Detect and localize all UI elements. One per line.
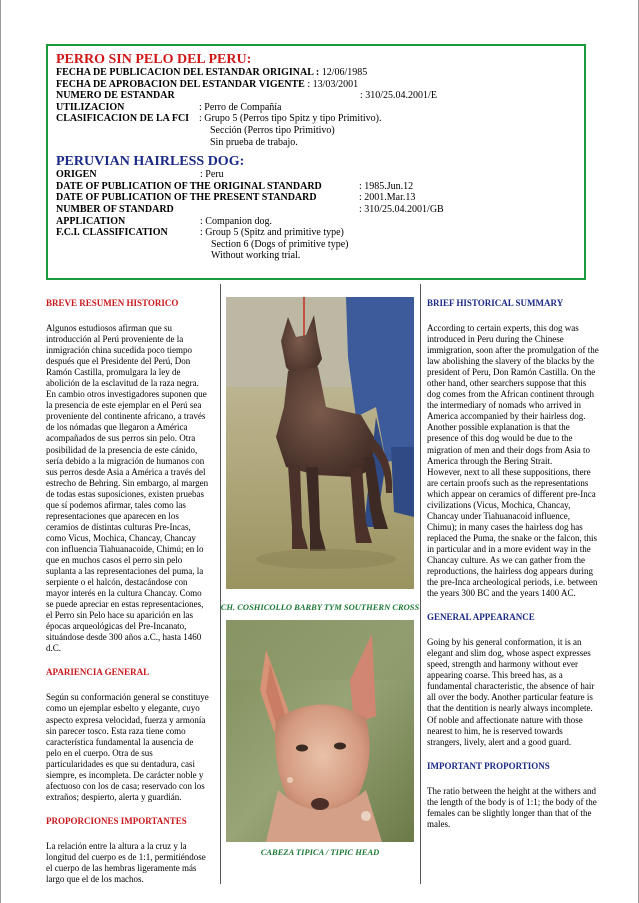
spanish-row-approval-date (56, 79, 575, 91)
english-row-origin (56, 169, 575, 181)
row-label: NUMERO DE ESTANDAR (56, 90, 175, 102)
standing-dog-caption: CH. COSHICOLLO BARBY TYM SOUTHERN CROSS (220, 602, 420, 612)
column-divider-right (420, 284, 421, 884)
class-extra-text: Without working trial. (211, 250, 301, 262)
row-label: ORIGEN (56, 169, 97, 181)
row-label: FECHA DE PUBLICACION DEL ESTANDAR ORIGINAL : (56, 67, 320, 78)
spanish-info-rows (56, 67, 575, 148)
english-history-text-2: However, next to all these suppositions, there are certain proofs such as the representations which appear on ceramics of different pre-Inca civilizations (Vicus, Mochica, Chancay, Chancay under Tiahuanacoid influence, Chimu); in many cases the hairless dog has replaced the Puma, the snake or the falcon, this in particular and in a more evident way in the Chancay culture. As we can gather from the reproductions, the hairless dog appears during the pre-Inca archeological periods, i.e. between the years 300 BC and the years 1400 AC. (427, 466, 598, 599)
dog-head-photo (226, 620, 414, 842)
class-extra-text: Sección (Perros tipo Primitivo) (210, 124, 335, 136)
standing-dog-photo (226, 297, 414, 589)
english-row-application (56, 216, 575, 228)
spanish-appearance-text: Según su conformación general se constituye como un ejemplar esbelto y elegante, cuyo aspecto expresa velocidad, fuerza y armonía sin parecer tosco. Esta raza tiene como característica fundamental la ausencia de pelo en el cuerpo. Otra de sus particularidades es que su dentadura, casi siempre, es incompleta. De carácter noble y afectuoso con los de casa; reservado con los extraños; despierto, alerta y guardián. (46, 692, 209, 802)
column-divider-left (220, 284, 221, 884)
dog-head-caption: CABEZA TIPICA / TIPIC HEAD (260, 847, 380, 857)
spanish-proportions-heading: PROPORCIONES IMPORTANTES (46, 815, 187, 826)
spanish-text-column (46, 298, 210, 885)
row-label: UTILIZACION (56, 101, 125, 113)
english-row-present-date (56, 192, 575, 204)
spanish-row-utilization (56, 102, 575, 114)
english-proportions-text: The ratio between the height at the withers and the length of the body is of 1:1; the body of the females can be slightly longer than that of the males. (427, 785, 597, 829)
row-label: APPLICATION (56, 215, 126, 227)
english-class-extra-1 (56, 239, 575, 251)
row-value: : 310/25.04.2001/E (360, 90, 437, 102)
english-history-text: According to certain experts, this dog was introduced in Peru during the Chinese immigration, soon after the promulgation of the law abolishing the slavery of the blacks by the president of Peru, Don Ramón Castilla. On the other hand, other searchers suppose that this dog comes from the African continent through the intermediary of nomads who arrived in America accompanied by their hairless dog. Another possible explanation is that the presence of this dog would be due to the migration of men and their dogs from Asia to America through the Bering Strait. (427, 323, 599, 466)
spanish-title: PERRO SIN PELO DEL PERU: (56, 52, 252, 67)
spanish-row-standard-number (56, 90, 575, 102)
class-extra-text: Sin prueba de trabajo. (210, 136, 298, 148)
english-proportions-heading: IMPORTANT PROPORTIONS (427, 760, 550, 771)
spanish-class-extra-2 (56, 137, 575, 149)
english-info-rows (56, 169, 575, 262)
english-row-original-date (56, 181, 575, 193)
english-title: PERUVIAN HAIRLESS DOG: (56, 154, 245, 170)
row-label: F.C.I. CLASSIFICATION (56, 227, 168, 239)
standard-header-box (46, 44, 586, 280)
row-value: : 2001.Mar.13 (359, 192, 416, 204)
row-label: NUMBER OF STANDARD (56, 203, 174, 215)
english-text-column (427, 298, 599, 830)
english-history-heading: BRIEF HISTORICAL SUMMARY (427, 298, 564, 308)
spanish-row-original-date (56, 67, 575, 79)
row-value: : Grupo 5 (Perros tipo Spitz y tipo Primitivo). (199, 113, 382, 125)
row-value: : Companion dog. (200, 215, 272, 227)
spanish-class-extra-1 (56, 125, 575, 137)
row-value: : Peru (200, 169, 224, 181)
spanish-row-fci-class (56, 113, 575, 125)
spanish-history-text: Algunos estudiosos afirman que su introducción al Perú proveniente de la inmigración china sucedida poco tiempo después que el Presidente del Perú, Don Ramón Castilla, promulgara la ley de abolición de la esclavitud de la raza negra. En cambio otros investigadores suponen que la presencia de este ejemplar en el Perú sea proveniente del continente africano, a través de los nómadas que llegaron a América acompañados de sus perros sin pelo. Otra posibilidad de la presencia de este cánido, sería debido a la migración de humanos con sus perros desde Asia a América a través del estrecho de Behring. Sin embargo, al margen de todas estas suposiciones, existen pruebas que sí podemos afirmar, tales como las representaciones que aparecen en los ceramios de distintas culturas Pre-Incas, como Vicus, Mochica, Chancay, Chancay con influencia Tiahuanacoide, Chimú; en lo que en muchos casos el perro sin pelo suplanta a las representaciones del puma, la serpiente o el halcón, destacándose con mayor interés en la cultura Chancay. Como se puede apreciar en estas representaciones, el Perro sin Pelo hace su aparición en las épocas arqueológicas del Pre-Incanato, situándose desde 300 años a.C., hasta 1460 d.C. (46, 323, 209, 654)
spanish-history-heading: BREVE RESUMEN HISTORICO (46, 298, 179, 308)
row-value: : Perro de Compañía (199, 101, 282, 113)
spanish-appearance-heading: APARIENCIA GENERAL (46, 667, 150, 678)
class-extra-text: Section 6 (Dogs of primitive type) (211, 238, 349, 250)
spanish-proportions-text: La relación entre la altura a la cruz y la longitud del cuerpo es de 1:1, permitiéndose el cuerpo de las hembras ligeramente más largo que el de los machos. (46, 840, 206, 885)
row-value: : 1985.Jun.12 (359, 180, 414, 192)
row-label: FECHA DE APROBACION DEL ESTANDAR VIGENTE (56, 78, 305, 90)
row-label: DATE OF PUBLICATION OF THE ORIGINAL STANDARD (56, 180, 322, 192)
english-appearance-text: Going by his general conformation, it is an elegant and slim dog, whose aspect expresses speed, strength and harmony without ever appearing coarse. This breed has, as a fundamental characteristic, the absence of hair all over the body. Another particular feature is that the dentition is nearly always incomplete. Of noble and affectionate nature with those nearest to him, he is reserved towards strangers, lively, alert and a good guard. (427, 637, 595, 747)
row-label: CLASIFICACION DE LA FCI (56, 113, 190, 125)
page-border-left (0, 0, 1, 903)
english-class-extra-2 (56, 250, 575, 262)
row-value: : 13/03/2001 (307, 78, 359, 90)
english-appearance-heading: GENERAL APPEARANCE (427, 612, 535, 623)
row-label: DATE OF PUBLICATION OF THE PRESENT STANDARD (56, 192, 317, 204)
row-value: 12/06/1985 (321, 67, 368, 78)
english-row-standard-number (56, 204, 575, 216)
row-value: : Group 5 (Spitz and primitive type) (200, 227, 344, 239)
english-row-fci-class (56, 227, 575, 239)
row-value: : 310/25.04.2001/GB (359, 203, 444, 215)
